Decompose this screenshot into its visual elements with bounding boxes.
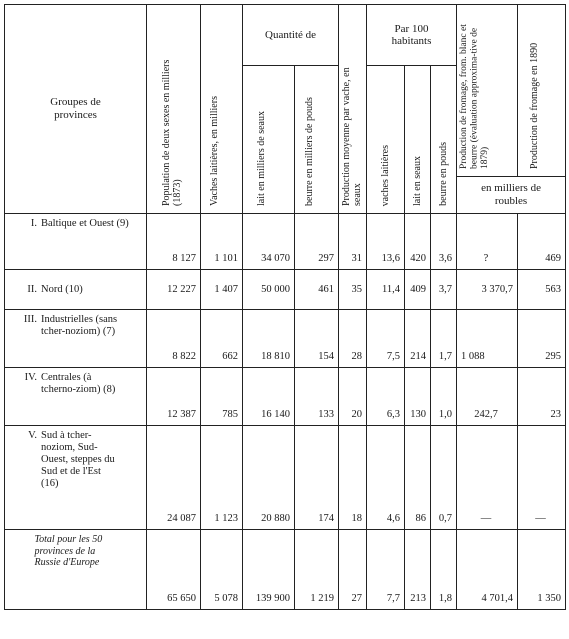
cell-per100-butter: 1,8 (431, 530, 457, 610)
cell-population: 24 087 (147, 426, 201, 530)
row-group-label: IV. Centrales (à tcherno-ziom) (8) (5, 368, 147, 426)
cell-milk: 20 880 (243, 426, 295, 530)
cell-per100-cows: 7,5 (367, 310, 405, 368)
cell-population: 65 650 (147, 530, 201, 610)
cell-per100-milk: 409 (405, 270, 431, 310)
row-group-label: II. Nord (10) (5, 270, 147, 310)
header-butter: beurre en milliers de pouds (295, 66, 339, 214)
cell-cows: 662 (201, 310, 243, 368)
cell-per100-butter: 0,7 (431, 426, 457, 530)
cell-per100-cows: 4,6 (367, 426, 405, 530)
table-row (5, 270, 566, 310)
header-cows: Vaches laitières, en milliers (201, 5, 243, 214)
cell-butter: 133 (295, 368, 339, 426)
header-per100-butter: beurre en pouds (431, 66, 457, 214)
cell-butter: 297 (295, 214, 339, 270)
table-row (5, 310, 566, 368)
cell-per100-milk: 420 (405, 214, 431, 270)
cell-avg: 20 (339, 368, 367, 426)
row-group-label: III. Industrielles (sans tcher-noziom) (7) (5, 310, 147, 368)
cell-milk: 18 810 (243, 310, 295, 368)
cell-milk: 139 900 (243, 530, 295, 610)
cell-per100-cows: 7,7 (367, 530, 405, 610)
dairy-statistics-table (4, 4, 566, 610)
cell-per100-butter: 1,7 (431, 310, 457, 368)
cell-per100-butter: 3,6 (431, 214, 457, 270)
cell-cheese-1890: 295 (518, 310, 566, 368)
cell-butter: 154 (295, 310, 339, 368)
header-milk: lait en milliers de seaux (243, 66, 295, 214)
cell-population: 12 387 (147, 368, 201, 426)
cell-cheese-1890: 469 (518, 214, 566, 270)
cell-cows: 1 123 (201, 426, 243, 530)
cell-milk: 50 000 (243, 270, 295, 310)
header-cheese-1879: Production de fromage, from. blanc et beurre (évaluation approxima-tive de 1879) (457, 5, 518, 177)
cell-cheese-1879: ? (457, 214, 518, 270)
cell-cheese-1890: — (518, 426, 566, 530)
cell-cheese-1890: 1 350 (518, 530, 566, 610)
header-per100-group: Par 100 habitants (367, 5, 457, 66)
header-per100-milk: lait en seaux (405, 66, 431, 214)
cell-per100-butter: 1,0 (431, 368, 457, 426)
cell-cheese-1879: 3 370,7 (457, 270, 518, 310)
cell-per100-milk: 130 (405, 368, 431, 426)
cell-avg: 35 (339, 270, 367, 310)
cell-avg: 31 (339, 214, 367, 270)
cell-cheese-1890: 563 (518, 270, 566, 310)
cell-butter: 1 219 (295, 530, 339, 610)
cell-per100-cows: 13,6 (367, 214, 405, 270)
cell-milk: 16 140 (243, 368, 295, 426)
cell-per100-butter: 3,7 (431, 270, 457, 310)
header-avg-production: Production moyenne par vache, en seaux (339, 5, 367, 214)
cell-per100-cows: 11,4 (367, 270, 405, 310)
header-quantity-group: Quantité de (243, 5, 339, 66)
cell-per100-cows: 6,3 (367, 368, 405, 426)
row-total-label: Total pour les 50 provinces de la Russie d'Europe (5, 530, 147, 610)
header-per100-cows: vaches laitières (367, 66, 405, 214)
row-group-label: V. Sud à tcher-noziom, Sud-Ouest, steppes du Sud et de l'Est (16) (5, 426, 147, 530)
cell-cheese-1890: 23 (518, 368, 566, 426)
cell-milk: 34 070 (243, 214, 295, 270)
cell-avg: 18 (339, 426, 367, 530)
cell-cows: 1 407 (201, 270, 243, 310)
cell-population: 12 227 (147, 270, 201, 310)
row-group-label: I. Baltique et Ouest (9) (5, 214, 147, 270)
cell-population: 8 127 (147, 214, 201, 270)
header-units: en milliers de roubles (457, 177, 566, 214)
header-population: Population de deux sexes en milliers (1873) (147, 5, 201, 214)
cell-cheese-1879: 4 701,4 (457, 530, 518, 610)
cell-avg: 27 (339, 530, 367, 610)
cell-cows: 785 (201, 368, 243, 426)
cell-cheese-1879: 1 088 (457, 310, 518, 368)
table-row (5, 214, 566, 270)
cell-butter: 461 (295, 270, 339, 310)
cell-cows: 1 101 (201, 214, 243, 270)
table-row (5, 426, 566, 530)
header-cheese-1890: Production de fromage en 1890 (518, 5, 566, 177)
table-row-total (5, 530, 566, 610)
cell-per100-milk: 86 (405, 426, 431, 530)
table-row (5, 368, 566, 426)
cell-butter: 174 (295, 426, 339, 530)
cell-avg: 28 (339, 310, 367, 368)
cell-cheese-1879: 242,7 (457, 368, 518, 426)
header-groups: Groupes de provinces (5, 5, 147, 214)
cell-per100-milk: 213 (405, 530, 431, 610)
cell-per100-milk: 214 (405, 310, 431, 368)
cell-cows: 5 078 (201, 530, 243, 610)
cell-cheese-1879: — (457, 426, 518, 530)
cell-population: 8 822 (147, 310, 201, 368)
